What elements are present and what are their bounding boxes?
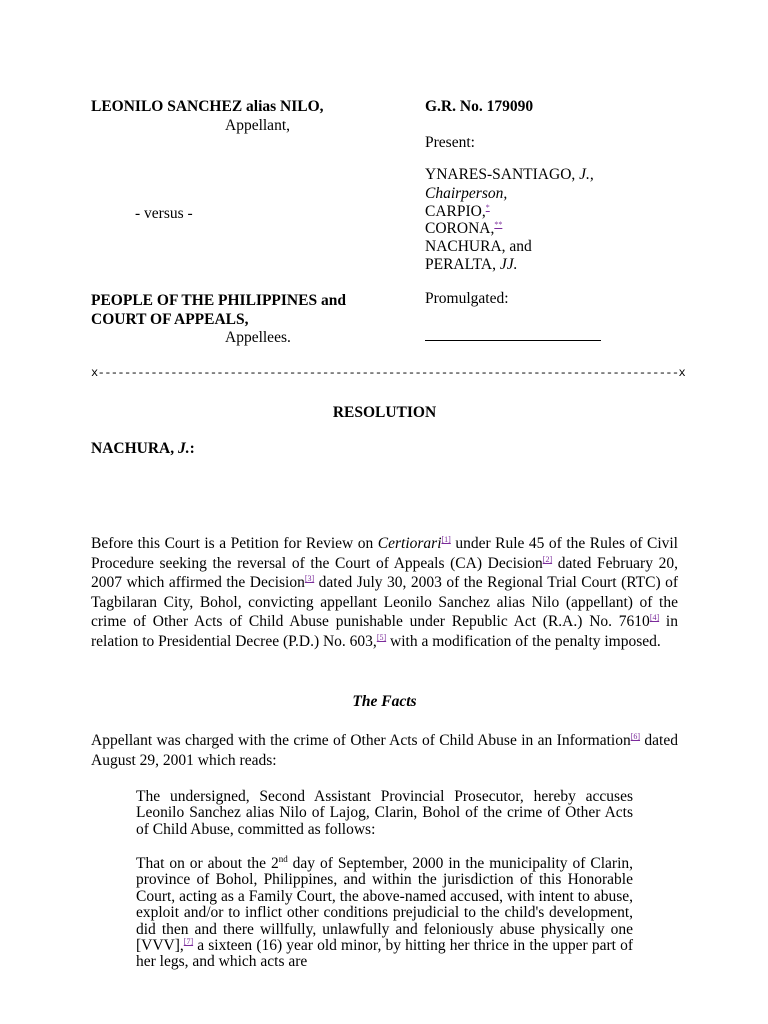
justice-name: CARPIO, — [425, 203, 486, 220]
text-run: day of September, 2000 in the municipality of Clarin, province of Bohol, Philippines, and within the jurisdiction of this Honorable Court, acting as a Family Court, the above-named accused, with intent to abuse, exploit and/or to inflict other conditions prejudicial to the child's development, did then and there willfully, unlawfully and feloniously abuse physically one [VVV], — [136, 855, 633, 955]
promulgation-date-line — [425, 340, 601, 341]
text-run: in relation to Presidential Decree (P.D.) No. 603, — [91, 613, 678, 650]
justice-suffix: J., — [579, 166, 594, 183]
paragraph-intro — [91, 534, 678, 652]
ponente-colon: : — [189, 440, 195, 457]
present-label: Present: — [425, 134, 475, 151]
text-run: under Rule 45 of the Rules of Civil Procedure seeking the reversal of the Court of Appeals (CA) Decision — [91, 535, 678, 572]
gr-number: G.R. No. 179090 — [425, 98, 534, 115]
ordinal-superscript: nd — [278, 854, 288, 864]
justice-peralta — [425, 255, 517, 275]
justice-ynares-santiago — [425, 165, 594, 185]
information-quote-body — [136, 856, 633, 971]
justice-nachura: NACHURA, and — [425, 238, 532, 255]
appellees-name-line1: PEOPLE OF THE PHILIPPINES and — [91, 292, 346, 309]
ponente-suffix: J. — [177, 440, 190, 457]
promulgated-label: Promulgated: — [425, 290, 509, 307]
appellees-role: Appellees. — [225, 329, 291, 346]
footnote-link[interactable]: [4] — [649, 613, 660, 623]
footnote-link[interactable]: ** — [494, 220, 503, 229]
appellant-role: Appellant, — [225, 117, 290, 134]
justice-name: YNARES-SANTIAGO, — [425, 166, 576, 183]
chairperson-title: Chairperson, — [425, 185, 508, 202]
text-run: dated July 30, 2003 of the Regional Trial Court (RTC) of Tagbilaran City, Bohol, convicting appellant Leonilo Sanchez alias Nilo (appellant) of the crime of Other Acts of Child Abuse punishable under Republic Act (R.A.) No. 7610 — [91, 574, 678, 631]
text-run: dated August 29, 2001 which reads: — [91, 732, 678, 769]
footnote-link[interactable]: [6] — [630, 732, 641, 741]
section-heading-facts: The Facts — [352, 693, 417, 710]
text-run: a sixteen (16) year old minor, by hitting her thrice in the upper part of her legs, and which acts are — [136, 937, 633, 971]
caption-separator: x----------------------------------------------------------------------------------------x — [91, 366, 686, 380]
justice-name: CORONA, — [425, 220, 495, 237]
text-run: dated February 20, 2007 which affirmed the Decision — [91, 554, 678, 592]
justice-suffix: JJ. — [499, 256, 518, 273]
footnote-link[interactable]: [3] — [304, 574, 315, 584]
text-run: Before this Court is a Petition for Review on — [91, 535, 378, 552]
ponente — [91, 439, 195, 459]
ponente-name: NACHURA, — [91, 440, 175, 457]
footnote-link[interactable]: [5] — [376, 632, 387, 642]
justice-corona — [425, 219, 502, 239]
justice-name: PERALTA, — [425, 256, 496, 273]
text-run-italic: Certiorari — [377, 535, 442, 552]
appellees-name-line2: COURT OF APPEALS, — [91, 311, 249, 328]
footnote-link[interactable]: [7] — [183, 937, 194, 947]
text-run: with a modification of the penalty imposed. — [386, 632, 661, 650]
resolution-title: RESOLUTION — [332, 404, 437, 421]
paragraph-charge — [91, 731, 678, 770]
text-run: Appellant was charged with the crime of Other Acts of Child Abuse in an Information — [91, 732, 631, 749]
footnote-link[interactable]: [2] — [542, 554, 553, 564]
appellant-name: LEONILO SANCHEZ alias NILO, — [91, 98, 324, 115]
footnote-link[interactable]: * — [485, 203, 490, 212]
versus-label: - versus - — [135, 205, 193, 222]
footnote-link[interactable]: [1] — [441, 535, 451, 544]
information-quote-intro: The undersigned, Second Assistant Provincial Prosecutor, hereby accuses Leonilo Sanchez alias Nilo of Lajog, Clarin, Bohol of the crime of Other Acts of Child Abuse, committed as follows: — [136, 788, 633, 838]
text-run: That on or about the 2 — [136, 855, 279, 872]
